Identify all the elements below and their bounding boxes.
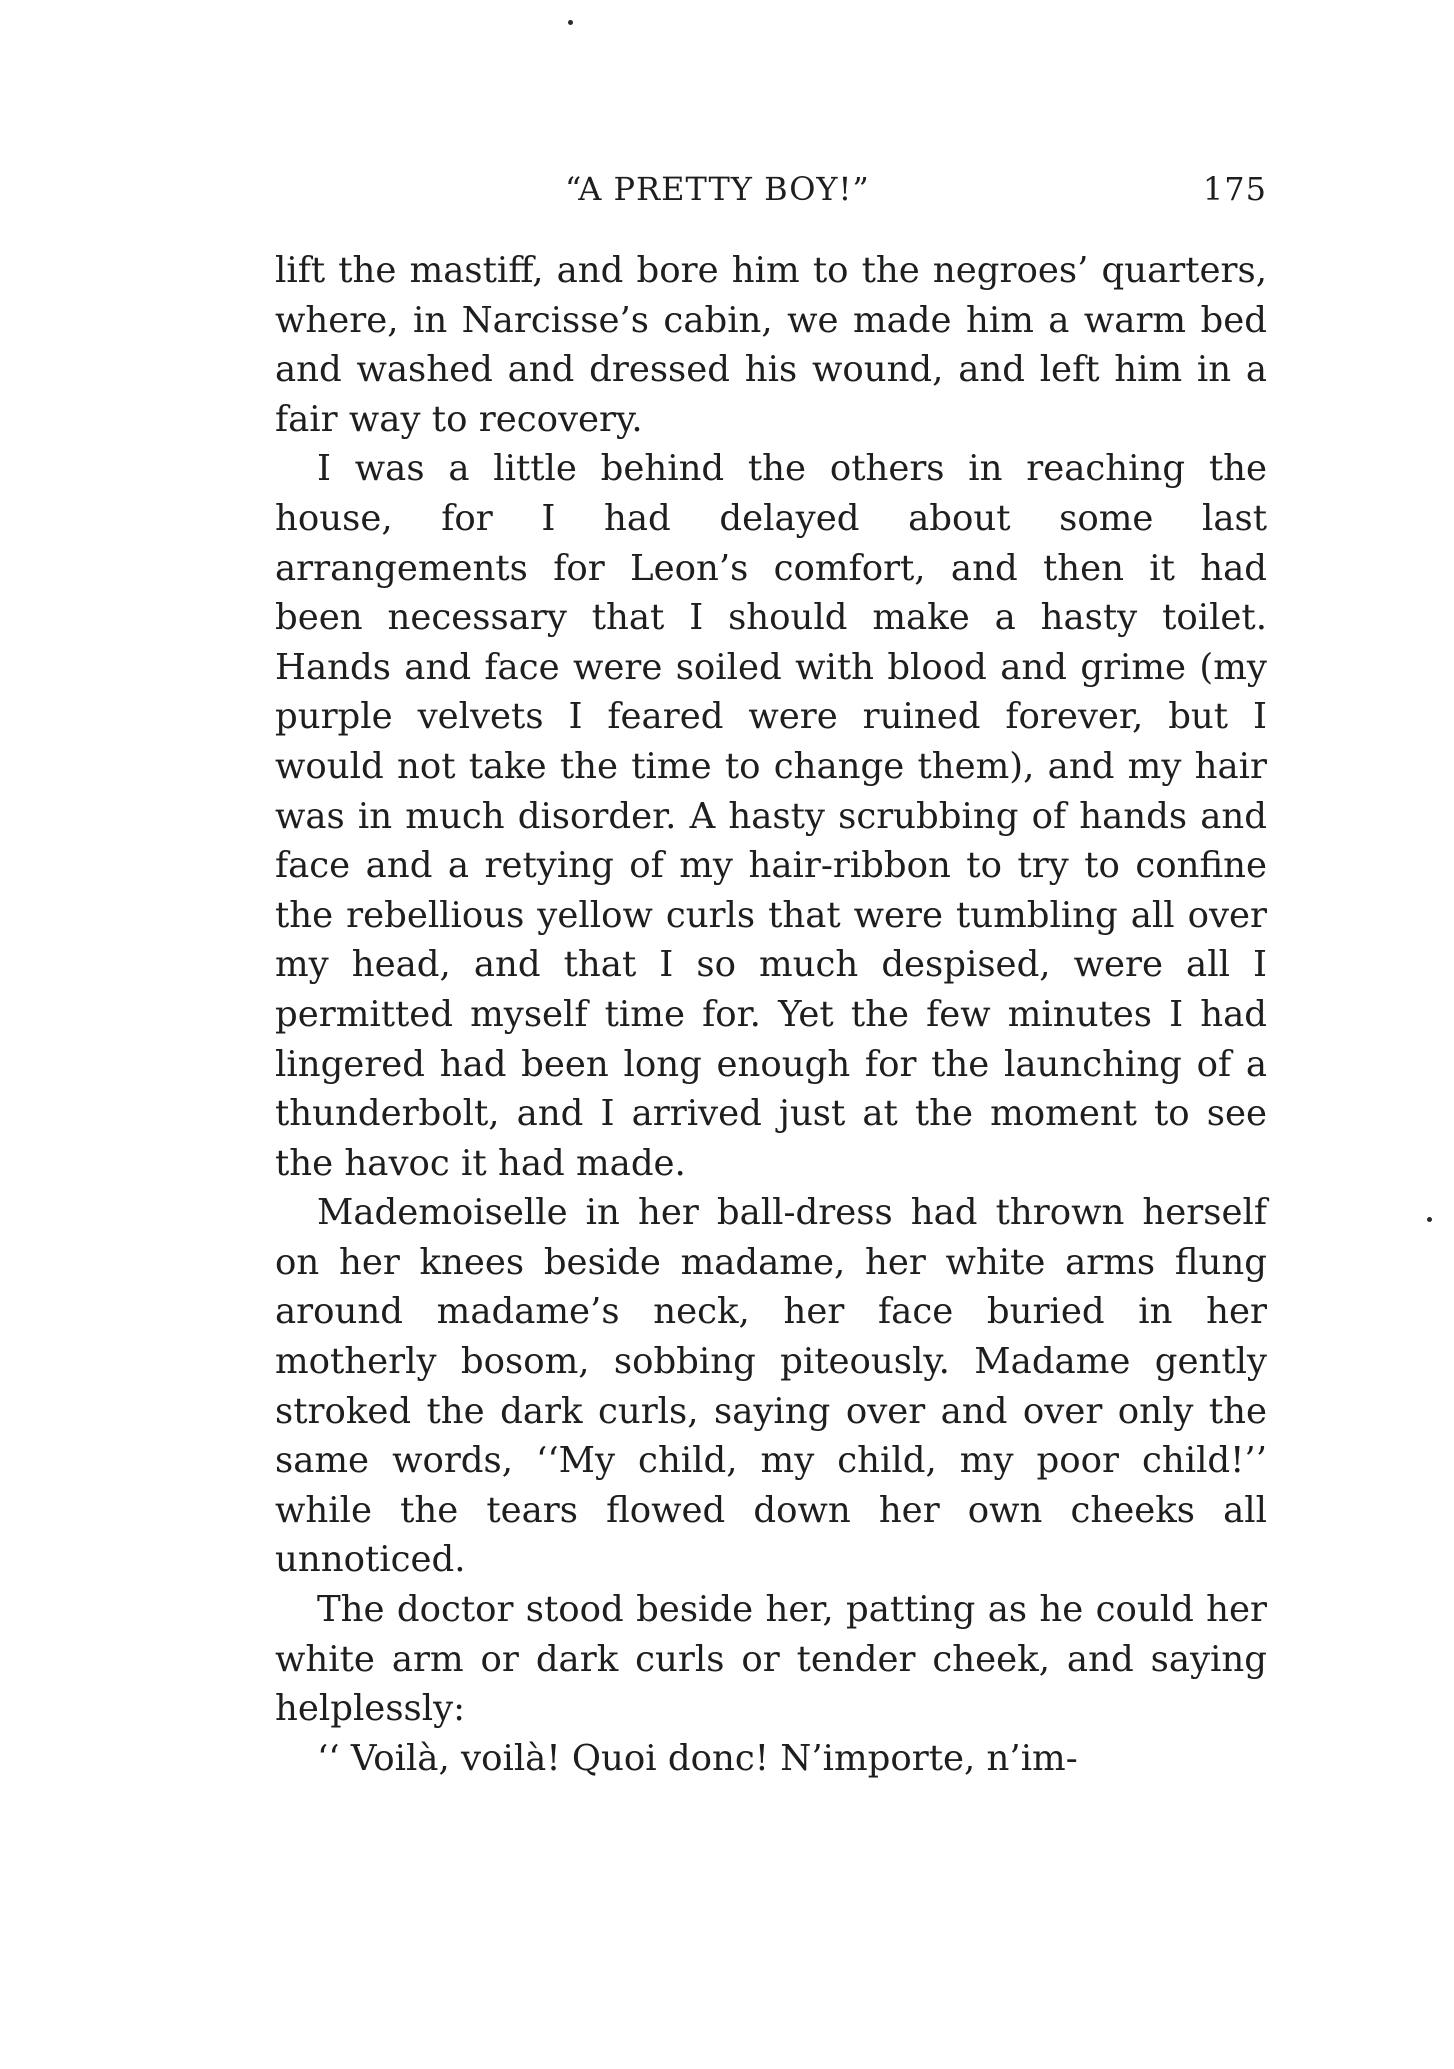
paragraph: The doctor stood beside her, patting as he could her white arm or dark curls or tender cheek, and saying helplessly:: [275, 1589, 1267, 1730]
page-number: 175: [1202, 170, 1267, 208]
page-header: [275, 170, 1267, 218]
running-title: “A PRETTY BOY!”: [565, 170, 870, 208]
paragraph-continuation: lift the mastiff, and bore him to the negroes’ quarters, where, in Narcisse’s cabin, we made him a warm bed and washed and dressed his wound, and left him in a fair way to recovery.: [275, 250, 1267, 440]
ink-speck: [1427, 1217, 1432, 1222]
paragraph: ‘‘ Voilà, voilà! Quoi donc! N’importe, n’im-: [317, 1737, 1078, 1779]
ink-speck: [568, 20, 573, 25]
body-text: [275, 246, 1267, 1783]
paragraph: Mademoiselle in her ball-dress had thrown herself on her knees beside madame, her white arms flung around madame’s neck, her face buried in her motherly bosom, sobbing piteously. Madame gently stroked the dark curls, saying over and over only the same words, ‘‘My child, my child, my poor child!’’ while the tears flowed down her own cheeks all unnoticed.: [275, 1192, 1267, 1581]
paragraph: I was a little behind the others in reaching the house, for I had delayed about some last arrangements for Leon’s comfort, and then it had been necessary that I should make a hasty toilet. Hands and face were soiled with blood and grime (my purple velvets I feared were ruined forever, but I would not take the time to change them), and my hair was in much disorder. A hasty scrubbing of hands and face and a retying of my hair-ribbon to try to confine the rebellious yellow curls that were tumbling all over my head, and that I so much despised, were all I permitted myself time for. Yet the few minutes I had lingered had been long enough for the launching of a thunderbolt, and I arrived just at the moment to see the havoc it had made.: [275, 448, 1267, 1184]
